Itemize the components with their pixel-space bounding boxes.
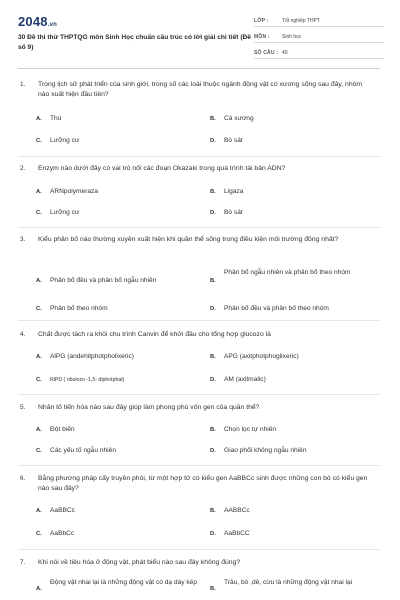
option-a[interactable] bbox=[36, 578, 206, 594]
option-text: Phân bố đều và phân bố ngẫu nhiên bbox=[50, 277, 157, 284]
option-b[interactable] bbox=[210, 425, 380, 435]
option-letter: B. bbox=[210, 508, 216, 514]
option-letter: D. bbox=[210, 138, 216, 144]
meta-value: Sinh học bbox=[282, 33, 302, 40]
option-text: AaBbCC bbox=[224, 530, 250, 537]
option-c[interactable] bbox=[36, 208, 206, 218]
option-text: Lưỡng cư bbox=[50, 209, 80, 216]
option-letter: C. bbox=[36, 531, 42, 537]
meta-row-subject bbox=[254, 31, 384, 43]
meta-row-class bbox=[254, 15, 384, 27]
option-letter: C. bbox=[36, 306, 42, 312]
option-a[interactable] bbox=[36, 506, 206, 516]
option-letter: D. bbox=[210, 531, 216, 537]
option-text: RiPD ( ribulozo -1,5- diphotphat) bbox=[50, 377, 125, 383]
option-letter: B. bbox=[210, 354, 216, 360]
option-letter: D. bbox=[210, 306, 216, 312]
option-letter: A. bbox=[36, 354, 42, 360]
question-text: Khi nói về tiêu hóa ở động vật, phát biểu nào sau đây không đúng? bbox=[38, 559, 241, 566]
option-letter: B. bbox=[210, 278, 216, 284]
option-text: Bò sát bbox=[224, 209, 243, 216]
question-number: 4. bbox=[20, 331, 26, 338]
option-c[interactable] bbox=[36, 375, 206, 385]
option-text: AaBBCc bbox=[50, 507, 75, 514]
meta-label: LỚP : bbox=[254, 17, 269, 24]
site-logo[interactable] bbox=[18, 14, 57, 29]
option-b[interactable] bbox=[210, 114, 380, 124]
option-letter: A. bbox=[36, 189, 42, 195]
question-text: Kiểu phân bố nào thường xuyên xuất hiện khi quần thể sống trong điều kiện môi trường đồng nhất? bbox=[38, 236, 339, 243]
question-number: 5. bbox=[20, 404, 26, 411]
option-letter: D. bbox=[210, 377, 216, 383]
meta-row-count bbox=[254, 47, 384, 59]
question-6 bbox=[18, 474, 380, 494]
option-letter: C. bbox=[36, 448, 42, 454]
option-letter: D. bbox=[210, 448, 216, 454]
option-letter: A. bbox=[36, 427, 42, 433]
option-text: AM (axitmalic) bbox=[224, 376, 266, 383]
option-a[interactable] bbox=[36, 352, 206, 362]
option-d[interactable] bbox=[210, 136, 380, 146]
question-number: 6. bbox=[20, 475, 26, 482]
document-title: 30 Đề thi thử THPTQG môn Sinh Học chuẩn cấu trúc có lời giải chi tiết (Đề số 9) bbox=[18, 34, 251, 51]
option-letter: C. bbox=[36, 377, 42, 383]
option-text: ARNpolymeraza bbox=[50, 188, 99, 195]
option-text: Thú bbox=[50, 115, 62, 122]
logo-tld: .vn bbox=[47, 22, 58, 28]
meta-label: MÔN : bbox=[254, 33, 270, 40]
option-b[interactable] bbox=[210, 506, 380, 516]
option-c[interactable] bbox=[36, 446, 206, 456]
question-text: Chất được tách ra khỏi chu trình Canvin để khởi đầu cho tổng hợp glucozo là bbox=[38, 331, 271, 338]
option-c[interactable] bbox=[36, 136, 206, 146]
question-5 bbox=[18, 403, 380, 413]
option-a[interactable] bbox=[36, 276, 206, 286]
meta-value: 40 bbox=[282, 49, 288, 56]
question-separator bbox=[18, 227, 380, 228]
option-letter: B. bbox=[210, 586, 216, 592]
option-c[interactable] bbox=[36, 529, 206, 539]
option-b[interactable] bbox=[210, 578, 380, 594]
question-text: Trong lịch sử phát triển của sinh giới, trong số các loài thuộc ngành động vật có xương sống sau đây, nhóm nào xuất hiện đầu tiên? bbox=[38, 81, 363, 98]
question-separator bbox=[18, 394, 380, 395]
option-text: Chọn lọc tự nhiên bbox=[224, 426, 277, 433]
option-letter: B. bbox=[210, 116, 216, 122]
question-separator bbox=[18, 156, 380, 157]
option-letter: C. bbox=[36, 210, 42, 216]
question-1 bbox=[18, 80, 380, 100]
option-text: Phân bố theo nhóm bbox=[50, 305, 108, 312]
option-letter: B. bbox=[210, 427, 216, 433]
option-text: Bò sát bbox=[224, 137, 243, 144]
option-c[interactable] bbox=[36, 304, 206, 314]
question-2 bbox=[18, 164, 380, 174]
option-letter: C. bbox=[36, 138, 42, 144]
logo-main: 2048 bbox=[18, 14, 48, 29]
option-text: Giao phối không ngẫu nhiên bbox=[224, 447, 307, 454]
option-b[interactable] bbox=[210, 352, 380, 362]
option-text: Cá xương bbox=[224, 115, 254, 122]
option-text: Phân bố ngẫu nhiên và phân bố theo nhóm bbox=[224, 269, 351, 276]
question-7 bbox=[18, 558, 380, 568]
option-text: AlPG (andehitphotpholixeric) bbox=[50, 353, 134, 360]
option-text: Phân bố đều và phân bố theo nhóm bbox=[224, 305, 329, 312]
document-header bbox=[0, 0, 400, 66]
meta-label: SỐ CÂU : bbox=[254, 49, 279, 56]
question-number: 2. bbox=[20, 165, 26, 172]
option-text: APG (axitphotphoglixeric) bbox=[224, 353, 299, 360]
option-d[interactable] bbox=[210, 446, 380, 456]
question-number: 1. bbox=[20, 81, 26, 88]
option-text: Trâu, bò ,dê, cừu là những động vật nhai lại bbox=[224, 579, 353, 586]
meta-value: Tốt nghiệp THPT bbox=[282, 17, 320, 24]
option-d[interactable] bbox=[210, 208, 380, 218]
option-text: AaBbCc bbox=[50, 530, 75, 537]
option-text: Ligaza bbox=[224, 188, 244, 195]
option-b[interactable] bbox=[210, 268, 380, 286]
question-separator bbox=[18, 549, 380, 550]
question-separator bbox=[18, 320, 380, 321]
option-letter: D. bbox=[210, 210, 216, 216]
option-a[interactable] bbox=[36, 425, 206, 435]
option-text: Đột biến bbox=[50, 426, 75, 433]
option-letter: A. bbox=[36, 508, 42, 514]
question-text: Bằng phương pháp cấy truyền phôi, từ một hợp tử có kiểu gen AaBBCc sinh được những con bò có kiểu gen nào sau đây? bbox=[38, 475, 368, 492]
option-letter: A. bbox=[36, 116, 42, 122]
header-divider bbox=[18, 68, 380, 69]
option-a[interactable] bbox=[36, 187, 206, 197]
question-4 bbox=[18, 330, 380, 340]
option-d[interactable] bbox=[210, 529, 380, 539]
question-separator bbox=[18, 465, 380, 466]
option-d[interactable] bbox=[210, 375, 380, 385]
option-text: Các yếu tố ngẫu nhiên bbox=[50, 447, 116, 454]
option-letter: B. bbox=[210, 189, 216, 195]
question-text: Nhân tố tiến hóa nào sau đây giúp làm phong phú vốn gen của quần thể? bbox=[38, 404, 260, 411]
option-letter: A. bbox=[36, 586, 42, 592]
option-b[interactable] bbox=[210, 187, 380, 197]
question-3 bbox=[18, 235, 380, 245]
option-letter: A. bbox=[36, 278, 42, 284]
question-text: Enzym nào dưới đây có vai trò nối các đoạn Okazaki trong quá trình tái bản ADN? bbox=[38, 165, 286, 172]
option-text: Động vật nhai lại là những động vật có dạ dày kép bbox=[50, 579, 198, 586]
option-a[interactable] bbox=[36, 114, 206, 124]
document-meta bbox=[254, 15, 384, 63]
question-number: 7. bbox=[20, 559, 26, 566]
option-text: AABBCc bbox=[224, 507, 250, 514]
question-number: 3. bbox=[20, 236, 26, 243]
option-text: Lưỡng cư bbox=[50, 137, 80, 144]
option-d[interactable] bbox=[210, 304, 380, 314]
